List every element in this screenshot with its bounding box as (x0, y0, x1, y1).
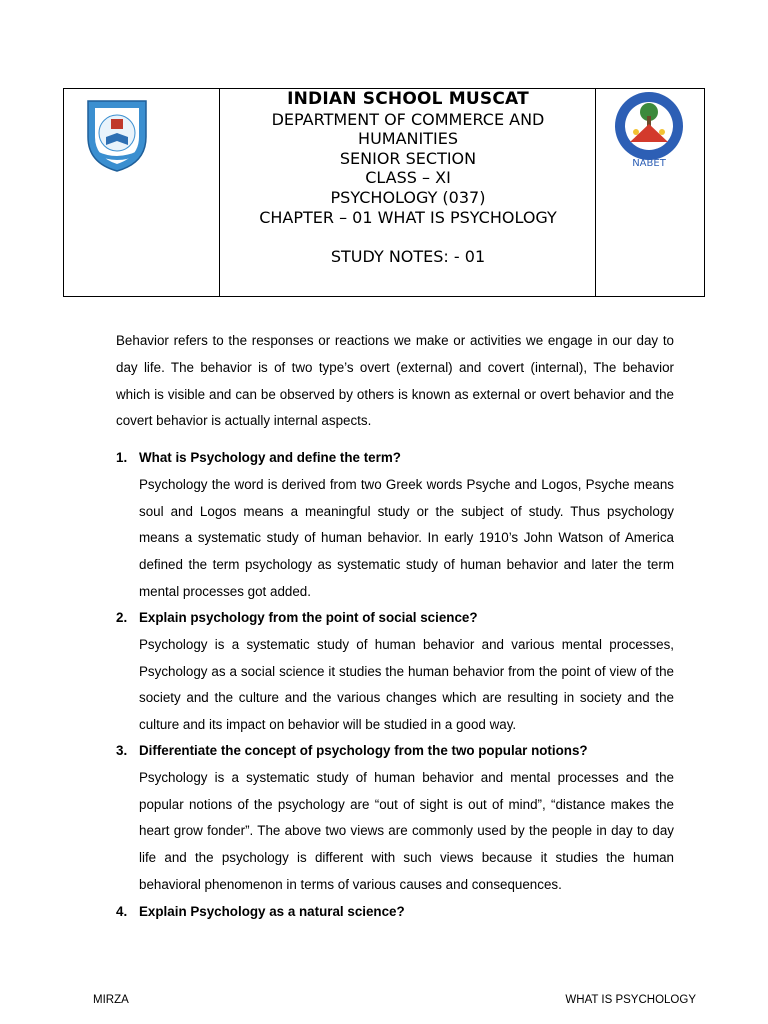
chapter-label: CHAPTER – 01 WHAT IS PSYCHOLOGY (259, 207, 557, 227)
school-name: INDIAN SCHOOL MUSCAT (287, 89, 529, 109)
question-answer: Psychology is a systematic study of human behavior and mental processes and the popular notions of the psychology are “out of sight is out of mind”, “distance makes the heart grow fonder”. The above two views are commonly used by the people in day to day life and the psychology is different with such views because it studies the human behavioral phenomenon in terms of various causes and consequences. (139, 770, 674, 892)
question-title: Differentiate the concept of psychology from the two popular notions? (139, 743, 588, 758)
question-answer: Psychology is a systematic study of human behavior and various mental processes, Psychology as a social science it studies the human behavior from the point of view of the society and the culture and the various changes which are resulting in society and the culture and its impact on behavior will be studied in a good way. (139, 637, 674, 733)
department-line-2: HUMANITIES (358, 129, 458, 149)
header-left-cell (64, 89, 220, 296)
question-number: 3. (116, 743, 128, 758)
class-label: CLASS – XI (365, 168, 451, 188)
question-number: 2. (116, 610, 128, 625)
question-number: 1. (116, 450, 128, 465)
header-title-cell (220, 89, 596, 296)
question-answer: Psychology the word is derived from two Greek words Psyche and Logos, Psyche means soul and Logos means a meaningful study or the subject of study. Thus psychology means a systematic study of human behavior. In early 1910’s John Watson of America defined the term psychology as systematic study of human behavior and later the term mental processes got added. (139, 477, 674, 599)
study-notes-label: STUDY NOTES: - 01 (330, 246, 486, 266)
subject-label: PSYCHOLOGY (037) (330, 187, 486, 207)
question-title: What is Psychology and define the term? (139, 450, 401, 465)
school-crest-logo-icon (84, 97, 150, 173)
intro-paragraph: Behavior refers to the responses or reactions we make or activities we engage in our day to day life. The behavior is of two type’s overt (external) and covert (internal), The behavior which is visible and can be observed by others is known as external or overt behavior and the covert behavior is actually internal aspects. (116, 333, 674, 429)
question-number: 4. (116, 904, 128, 919)
header-table (63, 88, 705, 297)
question-title: Explain Psychology as a natural science? (139, 904, 405, 919)
quality-school-governance-logo-icon (608, 90, 690, 168)
nabet-label: NABET (632, 158, 666, 168)
question-title: Explain psychology from the point of social science? (139, 610, 478, 625)
header-right-cell (595, 89, 704, 296)
footer-right: WHAT IS PSYCHOLOGY (565, 994, 696, 1006)
footer-left: MIRZA (93, 994, 129, 1006)
section-label: SENIOR SECTION (339, 148, 477, 168)
department-line-1: DEPARTMENT OF COMMERCE AND (271, 109, 545, 129)
